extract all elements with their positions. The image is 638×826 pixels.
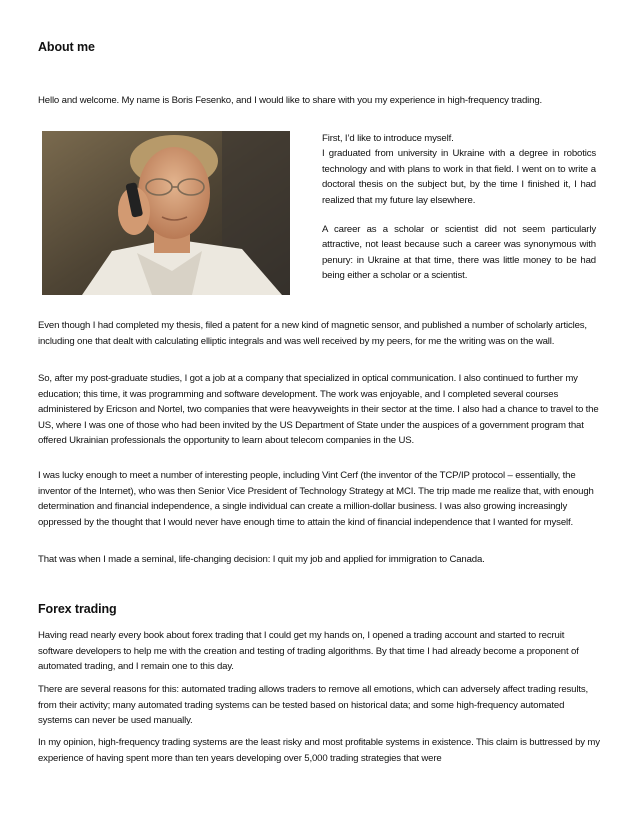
body-paragraph: I was lucky enough to meet a number of interesting people, including Vint Cerf (the inventor of the TCP/IP protocol – essentially, the inventor of the Internet), who was then Senior Vice President of Technology Strategy at MCI. The trip made me realize that, with enough determination and financial independence, a single individual can create a million-dollar business. I was also growing increasingly oppressed by the thought that I would never have enough time to attain the kind of financial independence that I wanted for myself. [38, 470, 594, 528]
intro-paragraph: Hello and welcome. My name is Boris Fesenko, and I would like to share with you my experience in high-frequency trading. [38, 95, 543, 106]
body-paragraph: That was when I made a seminal, life-changing decision: I quit my job and applied for immigration to Canada. [38, 554, 485, 565]
body-paragraph: In my opinion, high-frequency trading systems are the least risky and most profitable systems in existence. This claim is buttressed by my experience of having spent more than ten years developing over 5,000 trading strategies that were [38, 737, 600, 764]
forex-heading: Forex trading [38, 602, 117, 616]
side-paragraph: First, I’d like to introduce myself. I graduated from university in Ukraine with a degree in robotics technology and with plans to work in that field. I went on to write a doctoral thesis on the subject but, by the time I finished it, I had realized that my future lay elsewhere. [322, 133, 596, 206]
side-paragraph: A career as a scholar or scientist did not seem particularly attractive, not least because such a career was synonymous with penury: in Ukraine at that time, there was little money to be had being either a scholar or a scientist. [322, 224, 596, 282]
body-paragraph: Having read nearly every book about forex trading that I could get my hands on, I opened a trading account and started to recruit software developers to help me with the creation and testing of trading algorithms. By that time I had already become a proponent of automated trading, and I remain one to this day. [38, 630, 579, 673]
about-heading: About me [38, 40, 95, 54]
body-paragraph: So, after my post-graduate studies, I got a job at a company that specialized in optical communication. I also continued to further my education; this time, it was programming and software development. The work was enjoyable, and I completed several courses administered by Ericson and Nortel, two companies that were heavyweights in their sector at the time. I also had a chance to travel to the US, where I was one of those who had been invited by the US Department of State under the auspices of a government program that offered Ukrainian professionals the opportunity to learn about telecom companies in the US. [38, 373, 599, 447]
body-paragraph: Even though I had completed my thesis, filed a patent for a new kind of magnetic sensor, and published a number of scholarly articles, including one that dealt with calculating elliptic integrals and was well received by my peers, for me the writing was on the wall. [38, 320, 587, 347]
portrait-photo [42, 131, 290, 295]
side-text-column [322, 131, 596, 284]
body-paragraph: There are several reasons for this: automated trading allows traders to remove all emotions, which can adversely affect trading results, from their activity; many automated trading systems can be tested based on historical data; and some high-frequency automated systems can never be used manually. [38, 684, 588, 727]
